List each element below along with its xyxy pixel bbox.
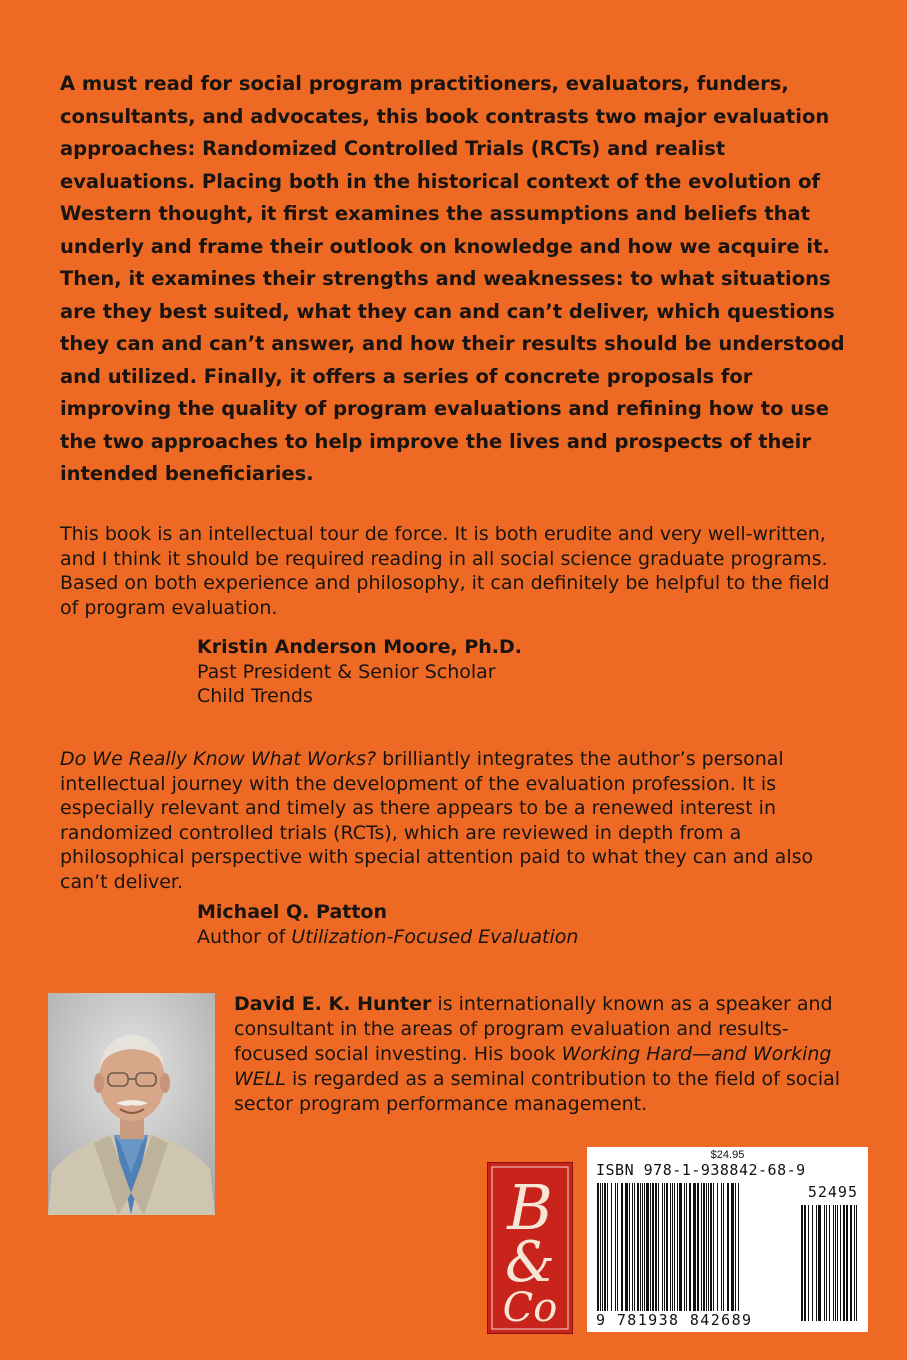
barcode-bar (617, 1183, 618, 1313)
endorser-organization: Child Trends (197, 685, 313, 707)
addon-bar (854, 1205, 855, 1321)
addon-bar (840, 1205, 841, 1321)
addon-bar (837, 1205, 838, 1321)
barcode-bar (684, 1183, 685, 1313)
addon-bar (843, 1205, 845, 1321)
endorsement-quote-moore: This book is an intellectual tour de force. It is both erudite and very well-written, and I think it should be required reading in all social science graduate programs. Based on both experience and philosophy, it can definitely be helpful to the field of program evaluation. (60, 523, 830, 619)
svg-text:&: & (505, 1230, 555, 1295)
addon-bar (829, 1205, 830, 1321)
barcode-bar (655, 1183, 657, 1313)
barcode-bar (646, 1183, 649, 1313)
isbn-text: ISBN 978-1-938842-68-9 (596, 1161, 806, 1179)
barcode-bar (693, 1183, 696, 1313)
barcode-bar (602, 1183, 603, 1313)
barcode-bar (611, 1183, 612, 1313)
endorser-name: Michael Q. Patton (197, 901, 388, 923)
book-description: A must read for social program practitioners, evaluators, funders, consultants, and advocates, this book contrasts two major evaluation approaches: Randomized Controlled Trials (RCTs) and realist evaluations. Placing both in the historical context of the evolution of Western thought, it first examines the assumptions and beliefs that underly and frame their outlook on knowledge and how we acquire it. Then, it examines their strengths and weaknesses: to what situations are they best suited, what they can and can’t deliver, which questions they can and can’t answer, and how their results should be understood and utilized. Finally, it offers a series of concrete proposals for improving the quality of program evaluations and refining how to use the two approaches to help improve the lives and prospects of their intended beneficiaries. (60, 72, 845, 485)
author-book-title: Working Hard—and Working WELL (234, 1043, 832, 1090)
barcode-bar (604, 1183, 606, 1313)
quoted-book-title: Do We Really Know What Works? (60, 748, 377, 770)
barcode-bar (679, 1183, 682, 1313)
svg-text:B: B (507, 1171, 553, 1244)
barcode-bar (664, 1183, 665, 1313)
barcode-bar (640, 1183, 641, 1313)
endorser-book-title: Utilization-Focused Evaluation (291, 925, 579, 948)
barcode-bar (717, 1183, 718, 1313)
barcode-bar (652, 1183, 654, 1313)
addon-bar (816, 1205, 817, 1321)
author-bio: David E. K. Hunter is internationally known as a speaker and consultant in the areas of program evaluation and results-focused social investing. His book Working Hard—and Working WELL is regarded as a seminal contribution to the field of social sector program performance management. (234, 993, 841, 1115)
endorsement-quote-patton (60, 747, 850, 894)
barcode-bar (644, 1183, 645, 1313)
barcode-bar (727, 1183, 729, 1313)
endorsement-text: brilliantly integrates the author’s personal intellectual journey with the development of the evaluation profession. It is especially relevant and timely as there appears to be a renewed interest in randomized controlled trials (RCTs), which are reviewed in depth from a philosophical perspective with special attention paid to what they can and also can’t deliver. (60, 748, 814, 893)
barcode-bar (670, 1183, 671, 1313)
barcode-bar (731, 1183, 734, 1313)
barcode-bar (637, 1183, 639, 1313)
svg-text:Co: Co (502, 1285, 558, 1331)
publisher-logo (487, 1162, 573, 1334)
barcode-bar (738, 1183, 739, 1313)
addon-bar (835, 1205, 836, 1321)
addon-bar (812, 1205, 813, 1321)
barcode-bar (723, 1183, 724, 1313)
barcode-bar (600, 1183, 601, 1313)
barcode-bar (713, 1183, 714, 1313)
barcode-bar (662, 1183, 663, 1313)
barcode-bar (701, 1183, 702, 1313)
ean-digits: 9 781938 842689 (596, 1311, 753, 1329)
author-name: David E. K. Hunter (234, 993, 432, 1015)
barcode-bar (677, 1183, 678, 1313)
addon-bar (850, 1205, 852, 1321)
endorsement-attribution-moore (197, 635, 522, 709)
barcode-bar (621, 1183, 623, 1313)
endorser-title: Author of Utilization-Focused Evaluation (197, 925, 579, 948)
addon-bar (818, 1205, 821, 1321)
addon-bar (846, 1205, 848, 1321)
addon-bar (826, 1205, 827, 1321)
barcode-bar (710, 1183, 712, 1313)
barcode-bar (697, 1183, 699, 1313)
addon-bar (801, 1205, 803, 1321)
barcode-bar (632, 1183, 633, 1313)
price-addon-digits: 52495 (807, 1183, 858, 1201)
barcode-bar (634, 1183, 635, 1313)
addon-bar (856, 1205, 857, 1321)
addon-bar (808, 1205, 809, 1321)
barcode-bar (615, 1183, 616, 1313)
barcode-bar (735, 1183, 736, 1313)
barcode-bar (706, 1183, 707, 1313)
addon-bar (824, 1205, 825, 1321)
barcode-bar (674, 1183, 675, 1313)
barcode-bar (689, 1183, 691, 1313)
endorser-name: Kristin Anderson Moore, Ph.D. (197, 636, 523, 658)
price-label: $24.95 (710, 1149, 745, 1161)
isbn-barcode (587, 1147, 868, 1332)
barcode-bar (642, 1183, 643, 1313)
barcode-bar (703, 1183, 705, 1313)
endorsement-attribution-patton (197, 900, 578, 949)
barcode-bar (629, 1183, 630, 1313)
addon-bar (804, 1205, 806, 1321)
barcode-bar (686, 1183, 687, 1313)
barcode-bar (721, 1183, 722, 1313)
endorser-title: Past President & Senior Scholar (197, 660, 496, 683)
barcode-bar (672, 1183, 673, 1313)
author-photo (48, 993, 215, 1215)
barcode-bar (607, 1183, 608, 1313)
barcode-bar (658, 1183, 659, 1313)
barcode-bar (666, 1183, 668, 1313)
addon-bar (833, 1205, 834, 1321)
barcode-bar (650, 1183, 651, 1313)
barcode-bar (597, 1183, 599, 1313)
barcode-bar (625, 1183, 628, 1313)
barcode-bar (708, 1183, 709, 1313)
